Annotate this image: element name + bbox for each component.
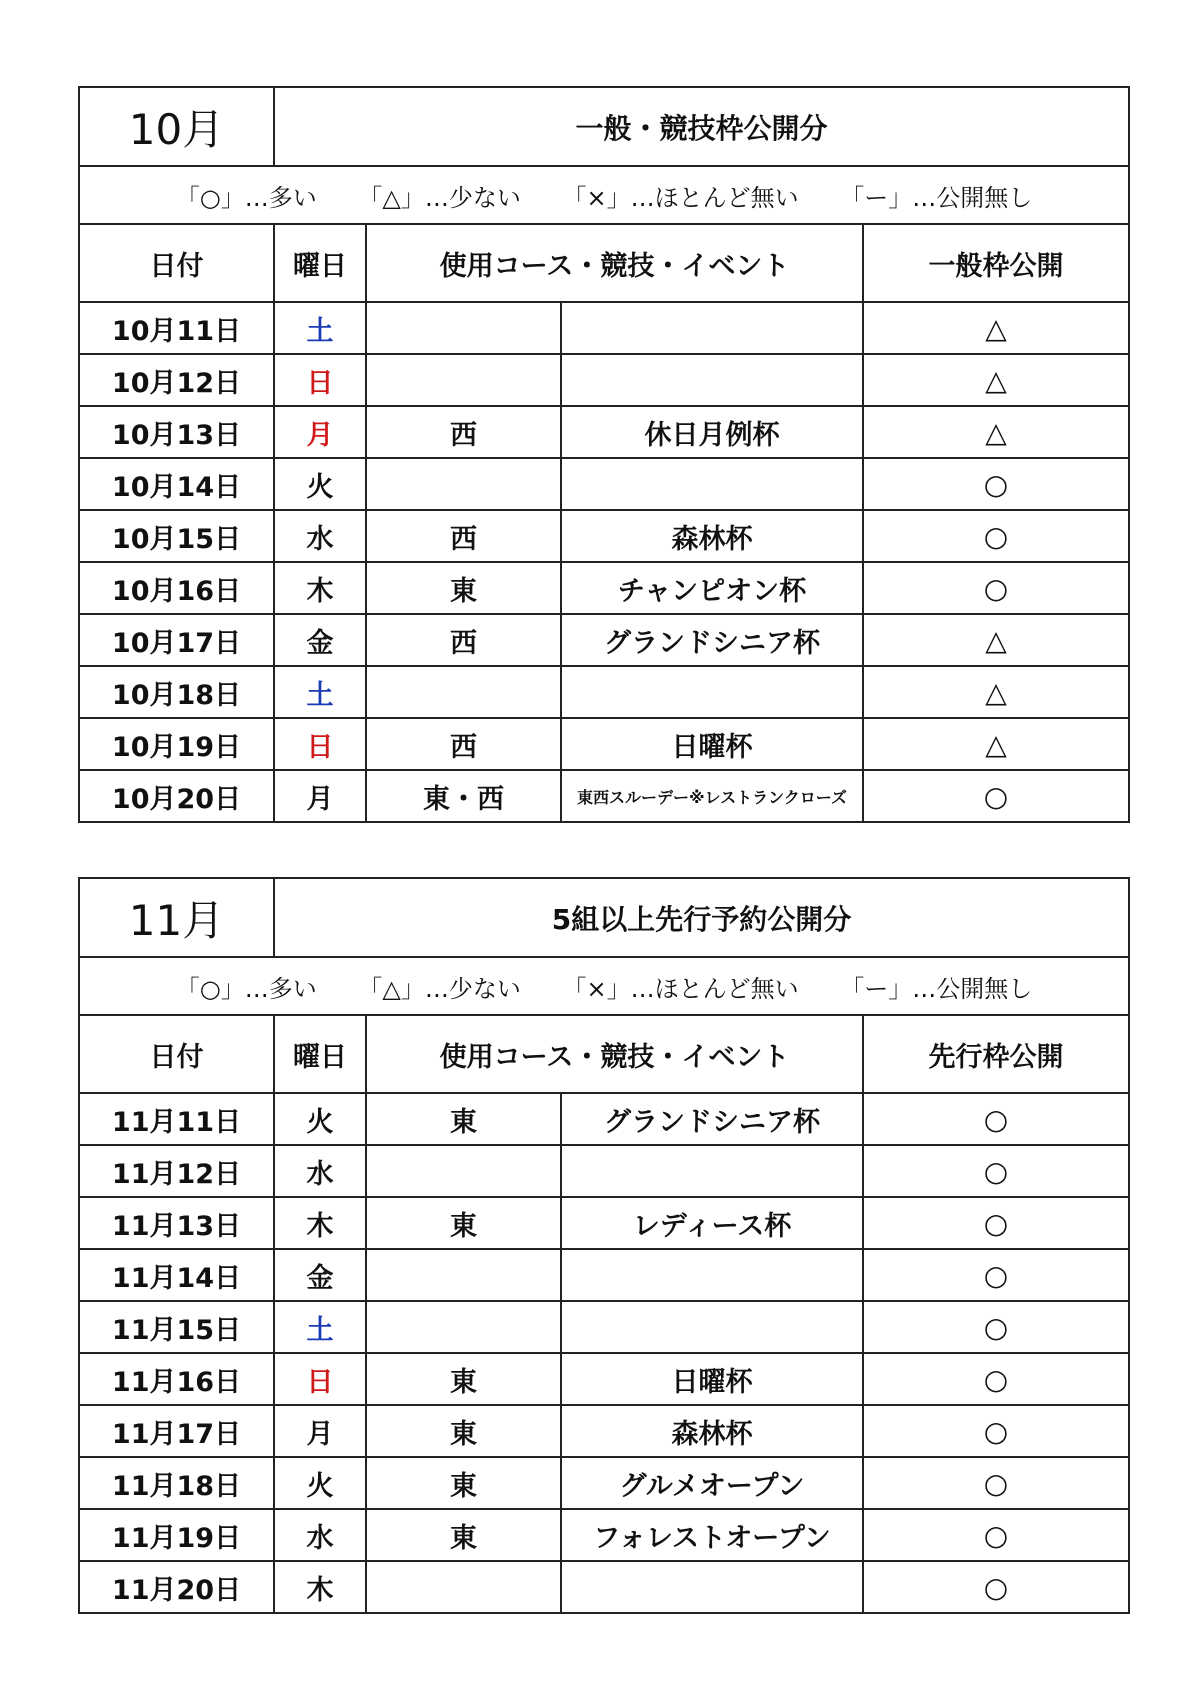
- date-cell: 10月11日: [79, 302, 274, 354]
- november-schedule-table: [78, 877, 1130, 1614]
- availability-cell: △: [863, 406, 1129, 458]
- table-title: 5組以上先行予約公開分: [274, 878, 1129, 957]
- weekday-cell: 月: [274, 406, 366, 458]
- legend: [79, 166, 1129, 224]
- event-cell: [561, 354, 863, 406]
- event-cell: チャンピオン杯: [561, 562, 863, 614]
- event-cell: 日曜杯: [561, 718, 863, 770]
- table-row: [79, 1093, 1129, 1145]
- availability-cell: ○: [863, 1197, 1129, 1249]
- event-cell: 日曜杯: [561, 1353, 863, 1405]
- date-cell: 11月20日: [79, 1561, 274, 1613]
- weekday-cell: 火: [274, 1093, 366, 1145]
- legend: [79, 957, 1129, 1015]
- availability-cell: ○: [863, 1093, 1129, 1145]
- date-cell: 11月18日: [79, 1457, 274, 1509]
- weekday-cell: 月: [274, 770, 366, 822]
- course-cell: [366, 354, 561, 406]
- header-course-event: 使用コース・競技・イベント: [366, 1015, 863, 1093]
- table-row: [79, 1353, 1129, 1405]
- table-row: [79, 1145, 1129, 1197]
- header-course-event: 使用コース・競技・イベント: [366, 224, 863, 302]
- event-cell: フォレストオープン: [561, 1509, 863, 1561]
- availability-cell: △: [863, 666, 1129, 718]
- course-cell: [366, 1301, 561, 1353]
- table-row: [79, 406, 1129, 458]
- course-cell: 東: [366, 1093, 561, 1145]
- course-cell: [366, 1145, 561, 1197]
- legend-item: 「ー」…公開無し: [840, 974, 1033, 1003]
- availability-cell: ○: [863, 1457, 1129, 1509]
- availability-cell: ○: [863, 1353, 1129, 1405]
- table-title: 一般・競技枠公開分: [274, 87, 1129, 166]
- weekday-cell: 日: [274, 718, 366, 770]
- legend-item: 「○」…多い: [175, 974, 317, 1003]
- weekday-cell: 水: [274, 1509, 366, 1561]
- table-row: [79, 718, 1129, 770]
- weekday-cell: 水: [274, 510, 366, 562]
- table-row: [79, 1457, 1129, 1509]
- date-cell: 11月15日: [79, 1301, 274, 1353]
- table-row: [79, 1197, 1129, 1249]
- event-cell: [561, 1145, 863, 1197]
- date-cell: 11月13日: [79, 1197, 274, 1249]
- legend-item: 「○」…多い: [175, 183, 317, 212]
- weekday-cell: 木: [274, 1197, 366, 1249]
- weekday-cell: 土: [274, 666, 366, 718]
- weekday-cell: 火: [274, 1457, 366, 1509]
- course-cell: 東: [366, 1405, 561, 1457]
- weekday-cell: 金: [274, 1249, 366, 1301]
- availability-cell: ○: [863, 1249, 1129, 1301]
- date-cell: 10月19日: [79, 718, 274, 770]
- month-label: 10月: [79, 87, 274, 166]
- weekday-cell: 月: [274, 1405, 366, 1457]
- weekday-cell: 木: [274, 562, 366, 614]
- availability-cell: △: [863, 718, 1129, 770]
- course-cell: 西: [366, 510, 561, 562]
- date-cell: 10月18日: [79, 666, 274, 718]
- availability-cell: ○: [863, 770, 1129, 822]
- weekday-cell: 日: [274, 354, 366, 406]
- event-cell: [561, 1561, 863, 1613]
- table-row: [79, 1249, 1129, 1301]
- course-cell: 西: [366, 718, 561, 770]
- date-cell: 11月17日: [79, 1405, 274, 1457]
- header-weekday: 曜日: [274, 1015, 366, 1093]
- event-cell: [561, 302, 863, 354]
- date-cell: 11月14日: [79, 1249, 274, 1301]
- course-cell: 東: [366, 1509, 561, 1561]
- weekday-cell: 木: [274, 1561, 366, 1613]
- header-date: 日付: [79, 1015, 274, 1093]
- availability-cell: ○: [863, 458, 1129, 510]
- event-cell: 森林杯: [561, 510, 863, 562]
- date-cell: 11月11日: [79, 1093, 274, 1145]
- table-row: [79, 302, 1129, 354]
- availability-cell: ○: [863, 1561, 1129, 1613]
- table-row: [79, 562, 1129, 614]
- month-label: 11月: [79, 878, 274, 957]
- availability-cell: △: [863, 302, 1129, 354]
- event-cell: [561, 1249, 863, 1301]
- course-cell: 西: [366, 406, 561, 458]
- availability-cell: ○: [863, 1301, 1129, 1353]
- table-row: [79, 1301, 1129, 1353]
- table-row: [79, 614, 1129, 666]
- date-cell: 10月14日: [79, 458, 274, 510]
- date-cell: 10月20日: [79, 770, 274, 822]
- availability-cell: ○: [863, 562, 1129, 614]
- date-cell: 10月16日: [79, 562, 274, 614]
- weekday-cell: 土: [274, 302, 366, 354]
- date-cell: 10月17日: [79, 614, 274, 666]
- weekday-cell: 水: [274, 1145, 366, 1197]
- table-row: [79, 354, 1129, 406]
- course-cell: [366, 1561, 561, 1613]
- course-cell: 東: [366, 1197, 561, 1249]
- header-weekday: 曜日: [274, 224, 366, 302]
- weekday-cell: 日: [274, 1353, 366, 1405]
- legend-item: 「△」…少ない: [358, 974, 521, 1003]
- event-cell: 休日月例杯: [561, 406, 863, 458]
- course-cell: [366, 458, 561, 510]
- header-date: 日付: [79, 224, 274, 302]
- date-cell: 11月16日: [79, 1353, 274, 1405]
- availability-cell: ○: [863, 1405, 1129, 1457]
- availability-cell: ○: [863, 1509, 1129, 1561]
- event-cell: レディース杯: [561, 1197, 863, 1249]
- table-row: [79, 666, 1129, 718]
- table-row: [79, 770, 1129, 822]
- legend-item: 「ー」…公開無し: [840, 183, 1033, 212]
- legend-item: 「×」…ほとんど無い: [562, 183, 799, 212]
- weekday-cell: 土: [274, 1301, 366, 1353]
- weekday-cell: 金: [274, 614, 366, 666]
- event-cell: 東西スルーデー※レストランクローズ: [561, 770, 863, 822]
- table-row: [79, 1561, 1129, 1613]
- course-cell: 東: [366, 1457, 561, 1509]
- date-cell: 10月12日: [79, 354, 274, 406]
- availability-cell: △: [863, 614, 1129, 666]
- event-cell: グランドシニア杯: [561, 614, 863, 666]
- availability-cell: ○: [863, 510, 1129, 562]
- table-row: [79, 1405, 1129, 1457]
- header-availability: 先行枠公開: [863, 1015, 1129, 1093]
- course-cell: [366, 666, 561, 718]
- event-cell: グルメオープン: [561, 1457, 863, 1509]
- table-row: [79, 1509, 1129, 1561]
- event-cell: 森林杯: [561, 1405, 863, 1457]
- course-cell: 東: [366, 1353, 561, 1405]
- weekday-cell: 火: [274, 458, 366, 510]
- event-cell: [561, 666, 863, 718]
- date-cell: 10月13日: [79, 406, 274, 458]
- date-cell: 10月15日: [79, 510, 274, 562]
- course-cell: 東: [366, 562, 561, 614]
- event-cell: [561, 1301, 863, 1353]
- availability-cell: △: [863, 354, 1129, 406]
- course-cell: [366, 302, 561, 354]
- availability-cell: ○: [863, 1145, 1129, 1197]
- october-schedule-table: [78, 86, 1130, 823]
- course-cell: [366, 1249, 561, 1301]
- legend-item: 「△」…少ない: [358, 183, 521, 212]
- course-cell: 西: [366, 614, 561, 666]
- date-cell: 11月19日: [79, 1509, 274, 1561]
- table-row: [79, 510, 1129, 562]
- table-row: [79, 458, 1129, 510]
- date-cell: 11月12日: [79, 1145, 274, 1197]
- course-cell: 東・西: [366, 770, 561, 822]
- event-cell: グランドシニア杯: [561, 1093, 863, 1145]
- legend-item: 「×」…ほとんど無い: [562, 974, 799, 1003]
- header-availability: 一般枠公開: [863, 224, 1129, 302]
- event-cell: [561, 458, 863, 510]
